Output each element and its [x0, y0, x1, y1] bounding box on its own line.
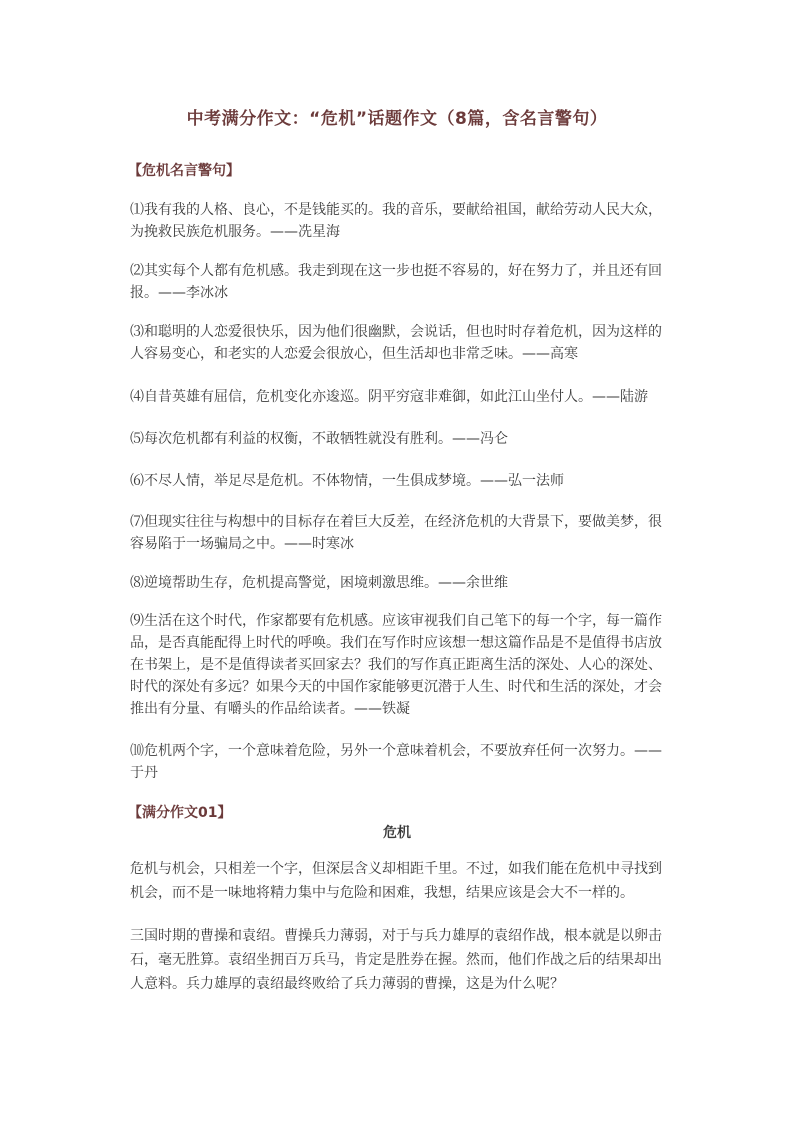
quote-item-8: ⑻逆境帮助生存，危机提高警觉，困境刺激思维。——余世维	[130, 575, 508, 591]
page-title: 中考满分作文：“危机”话题作文（8篇，含名言警句）	[186, 109, 608, 129]
quote-item-1: ⑴我有我的人格、良心，不是钱能买的。我的音乐，要献给祖国，献给劳动人民大众，为挽救民族危机服务。——冼星海	[130, 202, 662, 240]
quote-item-10: ⑽危机两个字，一个意味着危险，另外一个意味着机会，不要放弃任何一次努力。——于丹	[130, 743, 662, 781]
essay-paragraph-1: 危机与机会，只相差一个字，但深层含义却相距千里。不过，如我们能在危机中寻找到机会，而不是一味地将精力集中与危险和困难，我想，结果应该是会大不一样的。	[130, 861, 662, 901]
quote-item-9: ⑼生活在这个时代，作家都要有危机感。应该审视我们自己笔下的每一个字，每一篇作品，是否真能配得上时代的呼唤。我们在写作时应该想一想这篇作品是不是值得书店放在书架上，是不是值得读者买回家去？我们的写作真正距离生活的深处、人心的深处、时代的深处有多远？如果今天的中国作家能够更沉潜于人生、时代和生活的深处，才会推出有分量、有嚼头的作品给读者。——铁凝	[130, 613, 662, 717]
quote-item-4: ⑷自昔英雄有屈信，危机变化亦逡巡。阴平穷寇非难御，如此江山坐付人。——陆游	[130, 389, 648, 405]
quote-item-5: ⑸每次危机都有利益的权衡，不敢牺牲就没有胜利。——冯仑	[130, 431, 508, 447]
quote-item-7: ⑺但现实往往与构想中的目标存在着巨大反差，在经济危机的大背景下，要做美梦，很容易陷于一场骗局之中。——时寒冰	[130, 514, 662, 552]
essay-title: 危机	[383, 825, 411, 841]
quotes-section-heading: 【危机名言警句】	[128, 163, 240, 179]
essay-section-heading: 【满分作文01】	[128, 805, 232, 821]
essay-paragraph-2: 三国时期的曹操和袁绍。曹操兵力薄弱，对于与兵力雄厚的袁绍作战，根本就是以卵击石，毫无胜算。袁绍坐拥百万兵马，肯定是胜券在握。然而，他们作战之后的结果却出人意料。兵力雄厚的袁绍最终败给了兵力薄弱的曹操，这是为什么呢？	[130, 928, 662, 992]
quote-item-6: ⑹不尽人情，举足尽是危机。不体物情，一生俱成梦境。——弘一法师	[130, 473, 564, 489]
quote-item-2: ⑵其实每个人都有危机感。我走到现在这一步也挺不容易的，好在努力了，并且还有回报。——李冰冰	[130, 263, 662, 301]
quote-item-3: ⑶和聪明的人恋爱很快乐，因为他们很幽默，会说话，但也时时存着危机，因为这样的人容易变心，和老实的人恋爱会很放心，但生活却也非常乏味。——高寒	[130, 324, 662, 362]
